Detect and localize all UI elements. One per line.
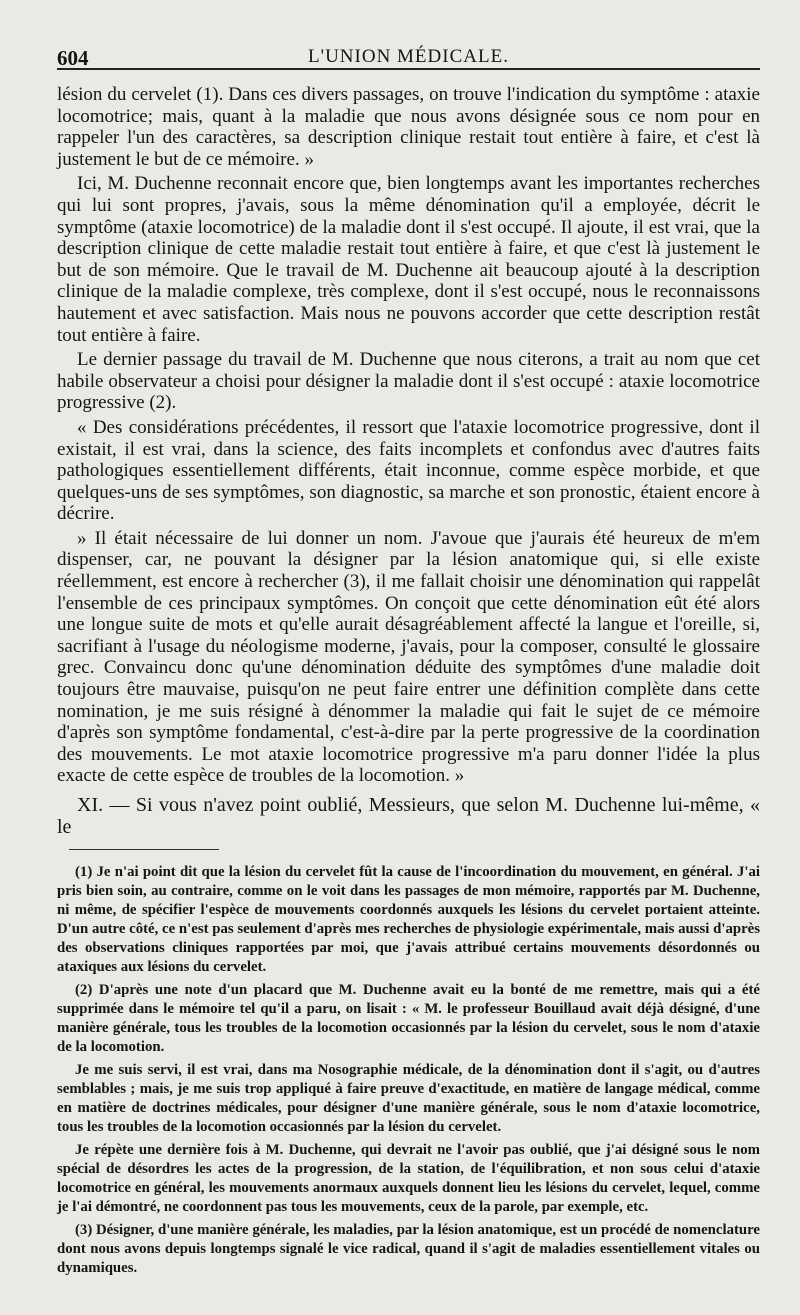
paragraph: Ici, M. Duchenne reconnait encore que, bien longtemps avant les importantes recherches qui lui sont propres, j'avais, sous la même dénomination qu'il a employée, décrit le symptôme (ataxie locomotrice) de la maladie dont il s'est occupé. Il ajoute, il est vrai, que la description clinique de cette maladie restait tout entière à faire, et que c'est là justement le but de son mémoire. Que le travail de M. Duchenne ait beaucoup ajouté à la description clinique de la maladie complexe, très complexe, dont il s'est occupé, nous le reconnaissons hautement et avec satisfaction. Mais nous ne pouvons accorder que cette description restât tout entière à faire. [57,173,760,346]
footnote: Je me suis servi, il est vrai, dans ma Nosographie médicale, de la dénomination dont il s'agit, ou d'autres semblables ; mais, je me suis trop appliqué à faire preuve d'exactitude, en matière de langage médical, comme en matière de doctrines médicales, pour désigner d'une manière générale, sous le nom d'ataxie locomotrice, tous les troubles de la locomotion occasionnés par la lésion du cervelet. [57,1062,760,1136]
page-header [57,40,760,70]
footnotes [57,863,760,1278]
footnote: (2) D'après une note d'un placard que M. Duchenne avait eu la bonté de me remettre, mais qui a été supprimée dans le mémoire tel qu'il a paru, on lisait : « M. le professeur Bouillaud avait déjà désigné, d'une manière générale, tous les troubles de la locomotion occasionnés par la lésion du cervelet, sous le nom d'ataxie de la locomotion. [57,982,760,1056]
page-number: 604 [57,46,89,70]
main-text [57,84,760,838]
footnote: (3) Désigner, d'une manière générale, les maladies, par la lésion anatomique, est un procédé de nomenclature dont nous avons depuis longtemps signalé le vice radical, quand il s'agit de maladies essentiellement vitales ou dynamiques. [57,1222,760,1277]
footnote: (1) Je n'ai point dit que la lésion du cervelet fût la cause de l'incoordination du mouvement, en général. J'ai pris bien soin, au contraire, comme on le voit dans les passages de mon mémoire, rapportés par M. Duchenne, ni même, de spécifier l'espèce de mouvements coordonnés auxquels les lésions du cervelet portaient atteinte. D'un autre côté, ce n'est pas seulement d'après mes recherches de physiologie expérimentale, mais aussi d'après des observations cliniques rapportées par moi, que j'avais attribué certains mouvements désordonnés ou ataxiques aux lésions du cervelet. [57,864,760,976]
quoted-paragraph: « Des considérations précédentes, il ressort que l'ataxie locomotrice progressive, dont il existait, il est vrai, dans la science, des faits incomplets et confondus avec d'autres faits pathologiques essentiellement différents, était inconnue, comme espèce morbide, et que quelques-uns de ses symptômes, son diagnostic, sa marche et son pronostic, étaient encore à décrire. [57,416,760,525]
paragraph: lésion du cervelet (1). Dans ces divers passages, on trouve l'indication du symptôme : ataxie locomotrice; mais, quant à la maladie que nous avons désignée sous ce nom pour en rappeler l'un des caractères, sa description clinique restait tout entière à faire, et c'est là justement le but de ce mémoire. » [57,84,760,170]
quoted-paragraph: » Il était nécessaire de lui donner un nom. J'avoue que j'aurais été heureux de m'em dispenser, car, ne pouvant la désigner par la lésion anatomique qui, si elle existe réellemment, est encore à rechercher (3), il me fallait choisir une dénomination qui rappelât l'ensemble de ces principaux symptômes. On conçoit que cette dénomination eût été alors une longue suite de mots et qu'elle aurait désagréablement affecté la langue et l'oreille, si, sacrifiant à l'usage du néologisme moderne, j'avais, pour la composer, consulté le glossaire grec. Convaincu donc qu'une dénomination déduite des symptômes d'une maladie doit toujours être mauvaise, puisqu'on ne peut faire entrer une définition complète dans cette nomination, je me suis résigné à dénommer la maladie qui fait le sujet de ce mémoire d'après son symptôme fondamental, c'est-à-dire par la perte progressive de la coordination des mouvements. Le mot ataxie locomotrice progressive m'a paru donner l'idée la plus exacte de cette espèce de troubles de la locomotion. » [57,527,760,787]
footnote-divider [69,849,219,850]
section-heading-line: XI. — Si vous n'avez point oublié, Messieurs, que selon M. Duchenne lui-même, « le [57,794,760,838]
paragraph: Le dernier passage du travail de M. Duchenne que nous citerons, a trait au nom que cet habile observateur a choisi pour désigner la maladie dont il s'est occupé : ataxie locomotrice progressive (2). [57,349,760,414]
footnote: Je répète une dernière fois à M. Duchenne, qui devrait ne l'avoir pas oublié, que j'ai désigné sous le nom spécial de désordres les actes de la progression, de la station, de l'équilibration, et non sous celui d'ataxie locomotrice en général, les mouvements anormaux auxquels donnent lieu les lésions du cervelet, lequel, comme je l'ai démontré, ne coordonnent pas tous les mouvements, ceux de la parole, par exemple, etc. [57,1142,760,1216]
running-title: L'UNION MÉDICALE. [308,46,509,67]
